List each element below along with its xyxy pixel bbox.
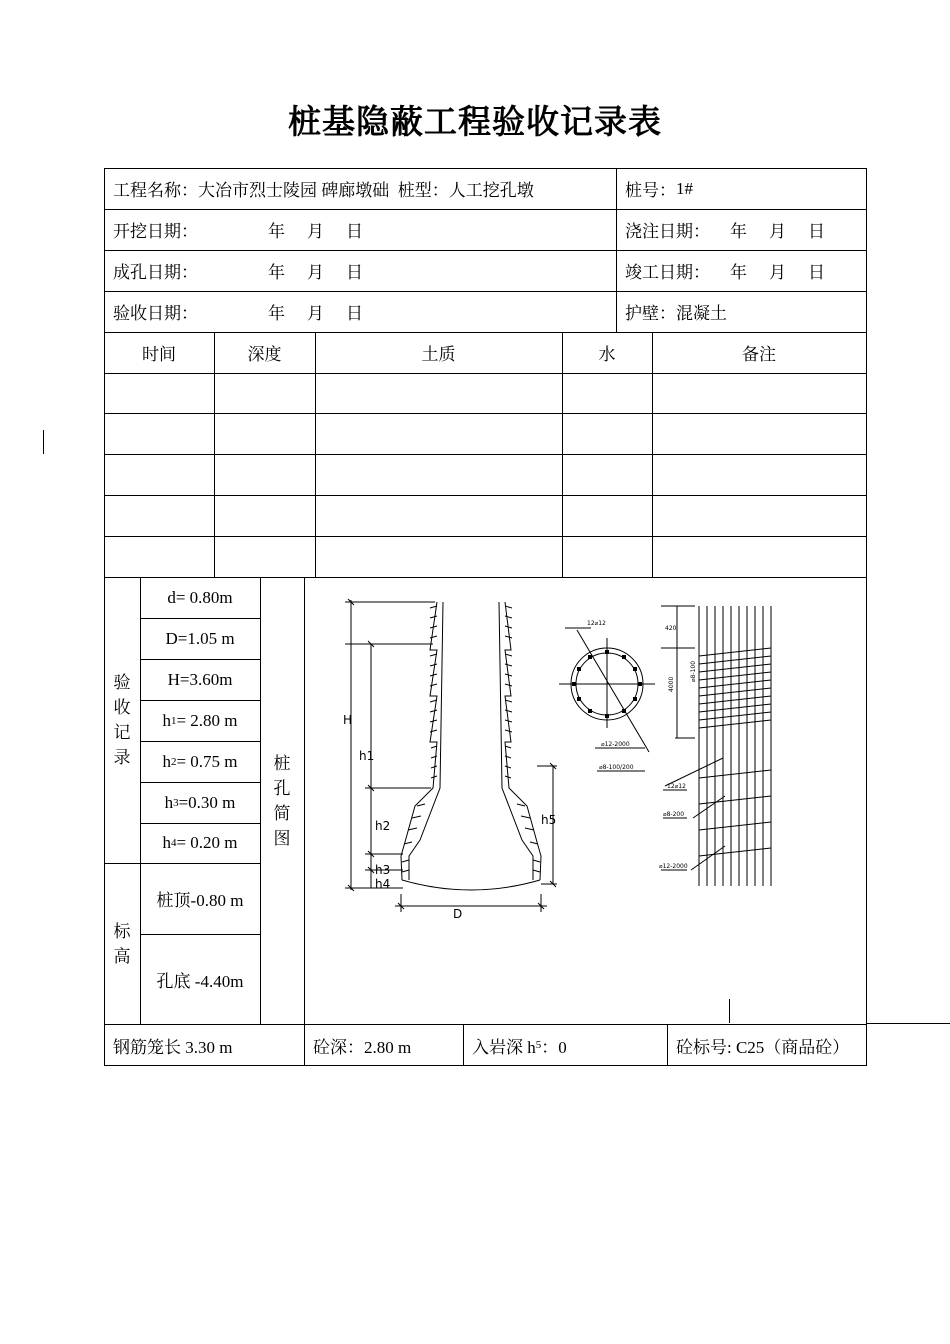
excavation-label: 开挖日期：	[113, 222, 198, 241]
hole-date: 成孔日期： 年 月 日	[104, 250, 616, 291]
label-side-8: ⌀8-200	[663, 811, 685, 818]
elevation-label: 标 高	[113, 921, 131, 966]
excavation-date: 开挖日期： 年 月 日	[104, 209, 616, 250]
cage-elevation	[661, 606, 771, 886]
hole-bottom-elevation: 孔底 -4.40m	[156, 971, 244, 991]
completion-label: 竣工日期：	[625, 263, 710, 282]
concrete-depth: 砼深：2.80 m	[313, 1037, 412, 1057]
table-row[interactable]	[104, 495, 866, 536]
pile-no-value: 1#	[676, 178, 693, 198]
table-row[interactable]	[104, 454, 866, 495]
param-h4: h 4 = 0.20 m	[162, 833, 238, 852]
label-H: H	[343, 713, 353, 727]
retaining-wall	[616, 291, 866, 332]
pile-type-label: 桩型：	[397, 181, 449, 200]
project-value: 大冶市烈士陵园 碑廊墩础	[198, 181, 390, 200]
col-soil: 土质	[421, 345, 456, 364]
label-D: D	[453, 907, 463, 921]
rock-depth: 入岩深 h 5 ：0	[472, 1037, 567, 1057]
col-time: 时间	[142, 345, 176, 364]
pour-label: 浇注日期：	[625, 222, 710, 241]
label-ring-bottom: ⌀12-2000	[601, 741, 630, 748]
acceptance-label: 验收日期：	[113, 304, 198, 323]
wall-label: 护壁：	[625, 304, 676, 323]
param-H: H=3.60m	[167, 669, 233, 689]
param-h3: h 3 =0.30 m	[164, 792, 236, 812]
project-label: 工程名称：	[113, 181, 198, 200]
label-elev-420: 420	[665, 625, 677, 632]
param-h2: h 2 = 0.75 m	[162, 751, 238, 771]
diagram-label: 桩 孔 简 图	[273, 753, 291, 848]
pile-no-label: 桩号：	[625, 181, 676, 200]
acceptance-record-label: 验 收 记 录	[113, 673, 131, 767]
label-elev-stirrup: ⌀8-100	[690, 660, 697, 682]
pile-right-wall	[505, 602, 541, 880]
param-h1: h 1 = 2.80 m	[162, 710, 238, 730]
cage-length: 钢筋笼长 3.30 m	[113, 1037, 233, 1057]
pile-type-value: 人工挖孔墩	[448, 181, 534, 200]
label-h4: h4	[375, 877, 391, 891]
pile-diagram	[305, 578, 865, 1024]
pile-bottom-arc	[402, 880, 540, 890]
col-remarks: 备注	[742, 345, 776, 364]
label-ring-stirrup: ⌀8-100/200	[599, 764, 634, 771]
project-info	[104, 168, 616, 209]
hole-label: 成孔日期：	[113, 263, 198, 282]
concrete-grade: 砼标号: C25（商品砼）	[676, 1037, 850, 1057]
label-h1: h1	[359, 749, 375, 763]
pile-number	[616, 168, 866, 209]
margin-tick	[866, 1023, 950, 1024]
label-h2: h2	[375, 819, 391, 833]
wall-value: 混凝土	[676, 304, 727, 323]
pour-date: 浇注日期： 年 月 日	[616, 209, 866, 250]
text-cursor	[43, 430, 44, 454]
table-row[interactable]	[104, 373, 866, 413]
table-row[interactable]	[104, 536, 866, 577]
pile-top-elevation: 桩顶-0.80 m	[156, 891, 244, 910]
acceptance-date: 验收日期： 年 月 日	[104, 291, 616, 332]
label-ring-top: 12⌀12	[587, 620, 606, 627]
col-depth: 深度	[247, 345, 282, 364]
completion-date: 竣工日期： 年 月 日	[616, 250, 866, 291]
label-side-12: 12⌀12	[667, 783, 686, 790]
page-title: 桩基隐蔽工程验收记录表	[288, 105, 662, 141]
table-row[interactable]	[104, 413, 866, 454]
label-h5: h5	[541, 813, 557, 827]
label-side-bottom: ⌀12-2000	[659, 863, 688, 870]
label-elev-4000: 4000	[668, 676, 675, 692]
label-h3: h3	[375, 863, 391, 877]
param-d: d= 0.80m	[167, 587, 233, 607]
param-D: D=1.05 m	[165, 628, 235, 648]
col-water: 水	[598, 345, 616, 364]
